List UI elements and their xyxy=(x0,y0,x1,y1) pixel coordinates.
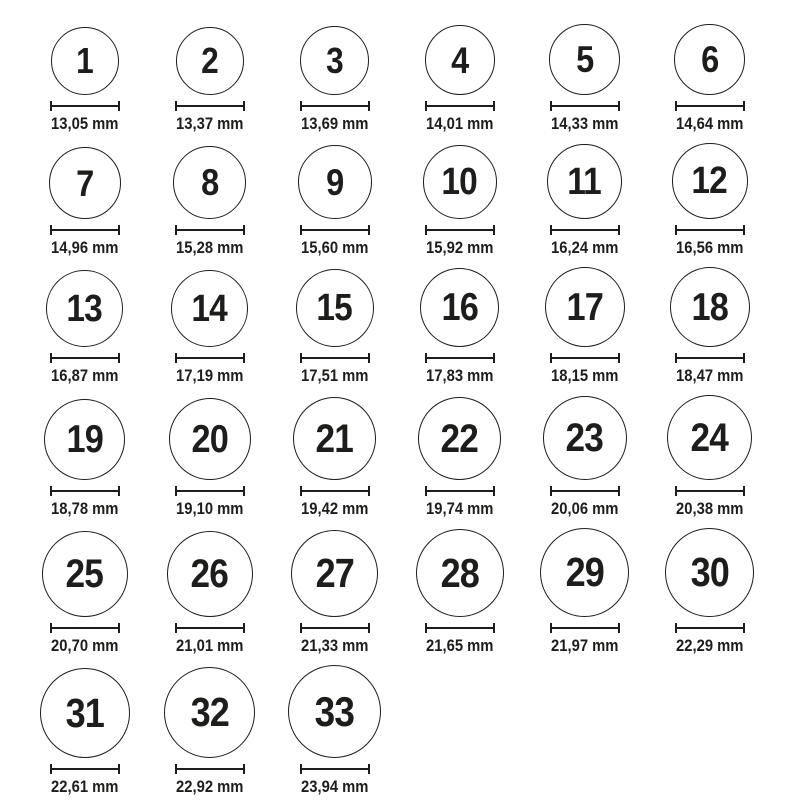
ring-size-row xyxy=(22,143,800,259)
diameter-measure-line xyxy=(550,623,620,633)
ring-size-item xyxy=(272,665,397,798)
ring-size-number: 11 xyxy=(567,160,602,203)
diameter-label: 18,78 mm xyxy=(50,499,119,518)
diameter-label: 22,61 mm xyxy=(50,777,119,796)
diameter-label: 16,87 mm xyxy=(50,366,119,385)
diameter-label: 14,01 mm xyxy=(425,114,494,133)
ring-size-item xyxy=(647,24,772,135)
ring-size-circle xyxy=(44,399,125,480)
ring-size-item xyxy=(147,398,272,520)
diameter-label: 13,69 mm xyxy=(300,114,369,133)
ring-size-circle xyxy=(169,398,251,480)
diameter-label: 21,01 mm xyxy=(175,636,244,655)
diameter-measure-line xyxy=(425,353,495,363)
diameter-label: 17,83 mm xyxy=(425,366,494,385)
diameter-label: 22,29 mm xyxy=(675,636,744,655)
ring-size-number: 33 xyxy=(314,687,355,735)
ring-size-circle xyxy=(543,396,627,480)
ring-size-item xyxy=(522,24,647,135)
diameter-measure-line xyxy=(300,764,370,774)
ring-size-circle xyxy=(291,530,378,617)
ring-size-number: 1 xyxy=(76,40,93,81)
diameter-label: 16,24 mm xyxy=(550,238,619,257)
ring-size-number: 14 xyxy=(191,287,228,330)
ring-size-item xyxy=(397,529,522,657)
ring-size-row xyxy=(22,395,800,520)
diameter-label: 19,10 mm xyxy=(175,499,244,518)
ring-size-item xyxy=(272,145,397,259)
ring-size-circle xyxy=(293,397,376,480)
ring-size-item xyxy=(397,397,522,520)
ring-size-number: 28 xyxy=(440,549,479,596)
ring-size-number: 25 xyxy=(65,552,104,596)
ring-size-number: 8 xyxy=(200,162,219,203)
diameter-label: 13,37 mm xyxy=(175,114,244,133)
ring-size-item xyxy=(22,399,147,520)
ring-size-number: 29 xyxy=(565,549,604,595)
ring-size-circle xyxy=(167,531,253,617)
ring-size-item xyxy=(522,396,647,520)
diameter-label: 19,42 mm xyxy=(300,499,369,518)
diameter-label: 17,19 mm xyxy=(175,366,244,385)
ring-size-number: 17 xyxy=(566,285,603,329)
diameter-label: 15,28 mm xyxy=(175,238,244,257)
ring-size-number: 31 xyxy=(65,689,104,736)
ring-size-circle xyxy=(296,269,374,347)
diameter-measure-line xyxy=(425,623,495,633)
diameter-measure-line xyxy=(675,623,745,633)
diameter-measure-line xyxy=(50,486,120,496)
ring-size-number: 16 xyxy=(441,286,478,329)
ring-size-circle xyxy=(300,26,369,95)
diameter-measure-line xyxy=(50,101,120,111)
diameter-measure-line xyxy=(175,101,245,111)
diameter-measure-line xyxy=(50,353,120,363)
ring-size-number: 3 xyxy=(326,39,343,81)
diameter-measure-line xyxy=(175,486,245,496)
ring-size-circle xyxy=(298,145,372,219)
ring-size-circle xyxy=(164,667,255,758)
ring-size-number: 30 xyxy=(690,549,729,595)
diameter-label: 17,51 mm xyxy=(300,366,369,385)
diameter-label: 14,96 mm xyxy=(50,238,119,257)
ring-size-number: 23 xyxy=(565,416,604,460)
ring-size-number: 9 xyxy=(325,161,344,203)
ring-size-circle xyxy=(416,529,504,617)
ring-size-number: 21 xyxy=(315,416,354,461)
diameter-measure-line xyxy=(50,225,120,235)
diameter-measure-line xyxy=(425,225,495,235)
ring-size-row xyxy=(22,528,800,657)
diameter-label: 14,33 mm xyxy=(550,114,619,133)
ring-size-item xyxy=(272,530,397,657)
diameter-label: 16,56 mm xyxy=(675,238,744,257)
ring-size-number: 18 xyxy=(691,285,728,329)
ring-size-item xyxy=(272,269,397,387)
ring-size-item xyxy=(647,395,772,520)
ring-size-circle xyxy=(418,397,501,480)
diameter-measure-line xyxy=(675,353,745,363)
diameter-measure-line xyxy=(175,225,245,235)
diameter-label: 19,74 mm xyxy=(425,499,494,518)
diameter-label: 21,33 mm xyxy=(300,636,369,655)
ring-size-item xyxy=(22,147,147,259)
ring-size-circle xyxy=(171,270,248,347)
ring-size-item xyxy=(22,668,147,798)
diameter-label: 18,47 mm xyxy=(675,366,744,385)
ring-size-circle xyxy=(425,25,495,95)
ring-size-item xyxy=(647,267,772,387)
diameter-label: 22,92 mm xyxy=(175,777,244,796)
diameter-measure-line xyxy=(300,101,370,111)
ring-size-circle xyxy=(423,145,497,219)
diameter-measure-line xyxy=(675,101,745,111)
diameter-measure-line xyxy=(300,486,370,496)
diameter-label: 13,05 mm xyxy=(50,114,119,133)
diameter-measure-line xyxy=(550,486,620,496)
ring-size-circle xyxy=(665,528,754,617)
ring-size-item xyxy=(22,27,147,135)
ring-size-circle xyxy=(674,24,745,95)
diameter-label: 21,65 mm xyxy=(425,636,494,655)
ring-size-item xyxy=(397,25,522,135)
ring-size-circle xyxy=(667,395,752,480)
diameter-measure-line xyxy=(175,353,245,363)
ring-size-item xyxy=(522,144,647,259)
diameter-measure-line xyxy=(550,101,620,111)
ring-size-number: 20 xyxy=(191,417,228,461)
ring-size-item xyxy=(397,268,522,387)
ring-size-number: 24 xyxy=(690,415,729,460)
diameter-label: 15,60 mm xyxy=(300,238,369,257)
diameter-measure-line xyxy=(300,225,370,235)
diameter-label: 21,97 mm xyxy=(550,636,619,655)
ring-size-circle xyxy=(547,144,622,219)
ring-size-number: 7 xyxy=(75,162,94,204)
diameter-label: 15,92 mm xyxy=(425,238,494,257)
diameter-label: 23,94 mm xyxy=(300,777,369,796)
diameter-measure-line xyxy=(175,764,245,774)
diameter-measure-line xyxy=(50,764,120,774)
diameter-measure-line xyxy=(300,353,370,363)
ring-size-item xyxy=(522,528,647,657)
ring-size-circle xyxy=(42,531,128,617)
diameter-measure-line xyxy=(300,623,370,633)
ring-size-number: 6 xyxy=(700,39,719,80)
ring-size-number: 32 xyxy=(190,689,229,735)
diameter-measure-line xyxy=(50,623,120,633)
ring-size-number: 5 xyxy=(575,39,594,80)
diameter-measure-line xyxy=(175,623,245,633)
ring-size-number: 13 xyxy=(66,287,103,330)
diameter-label: 18,15 mm xyxy=(550,366,619,385)
ring-size-number: 27 xyxy=(315,550,354,596)
ring-size-number: 4 xyxy=(450,39,469,81)
ring-size-item xyxy=(647,528,772,657)
ring-size-number: 19 xyxy=(66,418,103,461)
ring-size-row xyxy=(22,267,800,387)
ring-size-circle xyxy=(46,270,123,347)
ring-size-row xyxy=(22,24,800,135)
ring-size-number: 15 xyxy=(316,287,353,329)
ring-size-item xyxy=(22,270,147,387)
ring-size-item xyxy=(272,26,397,135)
ring-size-item xyxy=(147,27,272,135)
diameter-label: 20,38 mm xyxy=(675,499,744,518)
diameter-label: 20,70 mm xyxy=(50,636,119,655)
ring-size-item xyxy=(147,667,272,798)
ring-size-number: 22 xyxy=(440,416,479,461)
diameter-measure-line xyxy=(425,486,495,496)
ring-size-circle xyxy=(549,24,620,95)
diameter-measure-line xyxy=(675,486,745,496)
ring-size-circle xyxy=(540,528,629,617)
ring-size-circle xyxy=(51,27,119,95)
ring-size-item xyxy=(397,145,522,259)
ring-size-circle xyxy=(672,143,748,219)
diameter-label: 14,64 mm xyxy=(675,114,744,133)
ring-size-circle xyxy=(173,146,246,219)
diameter-label: 20,06 mm xyxy=(550,499,619,518)
ring-size-item xyxy=(522,267,647,387)
diameter-measure-line xyxy=(675,225,745,235)
ring-size-circle xyxy=(176,27,244,95)
diameter-measure-line xyxy=(550,353,620,363)
ring-size-row xyxy=(22,665,800,798)
ring-size-item xyxy=(647,143,772,259)
ring-size-item xyxy=(22,531,147,657)
ring-size-circle xyxy=(40,668,130,758)
ring-size-item xyxy=(147,531,272,657)
ring-size-item xyxy=(147,146,272,259)
ring-size-number: 26 xyxy=(190,552,229,596)
ring-size-circle xyxy=(49,147,121,219)
ring-size-number: 12 xyxy=(691,160,728,202)
ring-size-circle xyxy=(670,267,750,347)
ring-size-circle xyxy=(545,267,625,347)
ring-size-number: 2 xyxy=(201,40,218,81)
ring-size-item xyxy=(272,397,397,520)
ring-size-item xyxy=(147,270,272,387)
ring-size-number: 10 xyxy=(441,161,478,203)
diameter-measure-line xyxy=(550,225,620,235)
ring-size-circle xyxy=(288,665,381,758)
diameter-measure-line xyxy=(425,101,495,111)
ring-size-circle xyxy=(420,268,499,347)
